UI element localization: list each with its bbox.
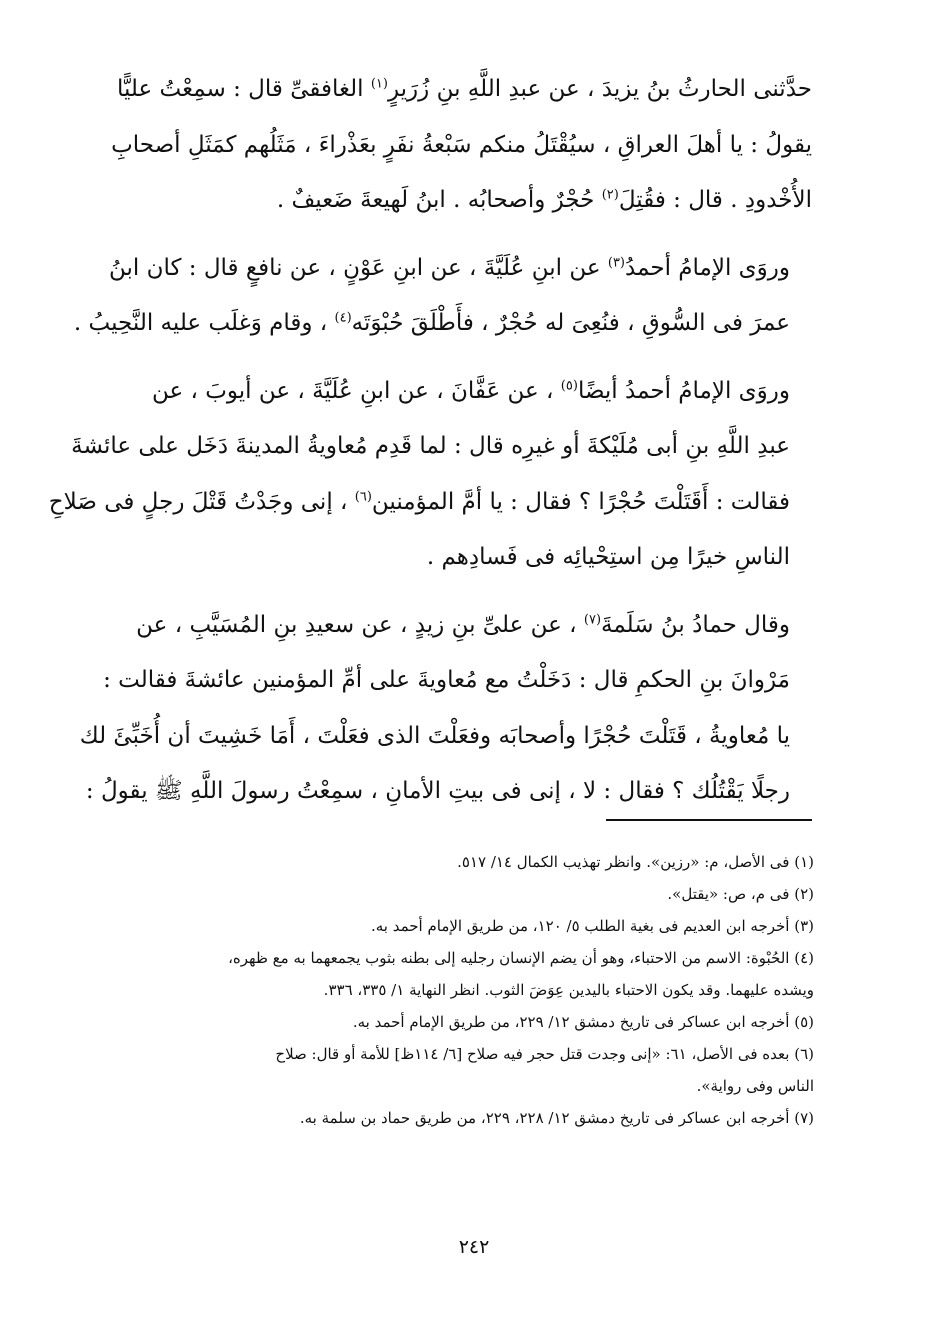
footnote-ref-5[interactable]: (٥) [560,377,578,393]
footnote-ref-1[interactable]: (١) [370,76,388,92]
footnote-2: (٢) فى م، ص: «يقتل». [667,885,814,903]
text-line: وروَى الإمامُ أحمدُ أيضًا$^{(٥)}$ ، عن عَفَّانَ ، عن ابنِ عُلَيَّةَ ، عن أيوبَ ، عن [151,377,790,404]
paragraph-1 [100,62,812,229]
footnote-4: (٤) الحُبْوة: الاسم من الاحتباء، وهو أن يضم الإنسان رجليه إلى بطنه بثوب يجمعهما به مع ظهره، ويشده عليهما. وقد يكون الاحتباء باليدين عِوَضَ الثوب. انظر النهاية ١/ ٣٣٥، ٣٣٦. [228,949,814,999]
footnote-3: (٣) أخرجه ابن العديم فى بغية الطلب ٥/ ١٢٠، من طريق الإمام أحمد به. [370,917,814,935]
footnote-1: (١) فى الأصل، م: «رزين». وانظر تهذيب الكمال ١٤/ ٥١٧. [457,853,814,871]
text-line: فقالت : أَقَتَلْتَ حُجْرًا ؟ فقال : يا أمَّ المؤمنين$^{(٦)}$ ، إنى وجَدْتُ قَتْلَ رجلٍ فى صَلاحِ [48,488,790,515]
footnote-divider [606,819,812,821]
text-line: مَرْوانَ بنِ الحكمِ قال : دَخَلْتُ مع مُعاويةَ على أمِّ المؤمنين عائشةَ فقالت : [103,667,790,693]
text-line: الناسِ خيرًا مِن استِحْيائِه فى فَسادِهم . [426,544,790,570]
footnote-ref-2[interactable]: (٢) [601,187,619,203]
text-line: عمرَ فى السُّوقِ ، فنُعِىَ له حُجْرٌ ، فأَطْلَقَ حُبْوَتَه$^{(٤)}$ ، وقام وَغلَب عليه النَّحِيبُ . [73,310,790,336]
text-line: يقولُ : يا أهلَ العراقِ ، سيُقْتَلُ منكم سَبْعةُ نفَرٍ بعَذْراءَ ، مَثَلُهم كمَثَلِ أصحابِ [111,131,812,158]
text-line: يا مُعاويةُ ، قَتَلْتَ حُجْرًا وأصحابَه وفعَلْتَ الذى فعَلْتَ ، أَمَا خَشِيتَ أن أُخَبِّئَ لك [79,722,790,749]
text-line: الأُخْدودِ . قال : فقُتِلَ$^{(٢)}$ حُجْرٌ وأصحابُه . ابنُ لَهيعةَ ضَعيفٌ . [276,187,812,213]
text-line: عبدِ اللَّهِ بنِ أبى مُلَيْكةَ أو غيرِه قال : لما قَدِم مُعاويةُ المدينةَ دَخَل على عائشةَ [71,433,790,459]
footnote-ref-7[interactable]: (٧) [583,611,602,627]
footnote-5: (٥) أخرجه ابن عساكر فى تاريخ دمشق ١٢/ ٢٢٩، من طريق الإمام أحمد به. [352,1013,814,1031]
footnote-ref-4[interactable]: (٤) [334,310,352,326]
main-text [48,62,812,820]
paragraph-3 [48,364,812,586]
text-line: رجلًا يَقْتُلُك ؟ فقال : لا ، إنى فى بيتِ الأمانِ ، سمِعْتُ رسولَ اللَّهِ ﷺ يقولُ : [85,778,790,804]
footnote-ref-6[interactable]: (٦) [354,488,372,504]
paragraph-4 [79,598,812,820]
text-line: حدَّثنى الحارثُ بنُ يزيدَ ، عن عبدِ اللَّهِ بنِ زُرَيرٍ$^{(١)}$ الغافقىِّ قال : سمِعْتُ عليًّا [116,76,812,102]
footnote-6: (٦) بعده فى الأصل، ٦١: «إنى وجدت قتل حجر فيه صلاح [٦/ ١١٤ظ] للأمة أو قال: صلاح الناس وفى رواية». [275,1045,814,1095]
footnote-ref-3[interactable]: (٣) [607,254,625,270]
text-line: وروَى الإمامُ أحمدُ$^{(٣)}$ عن ابنِ عُلَيَّةَ ، عن ابنِ عَوْنٍ ، عن نافعٍ قال : كان ابنُ [109,254,790,281]
paragraph-2 [73,241,812,352]
footnotes [100,846,814,1134]
footnote-7: (٧) أخرجه ابن عساكر فى تاريخ دمشق ١٢/ ٢٢٨، ٢٢٩، من طريق حماد بن سلمة به. [299,1109,814,1127]
page-number: ٢٤٢ [458,1236,490,1258]
text-line: وقال حمادُ بنُ سَلَمةَ$^{(٧)}$ ، عن علىِّ بنِ زيدٍ ، عن سعيدِ بنِ المُسَيَّبِ ، عن [136,611,790,638]
